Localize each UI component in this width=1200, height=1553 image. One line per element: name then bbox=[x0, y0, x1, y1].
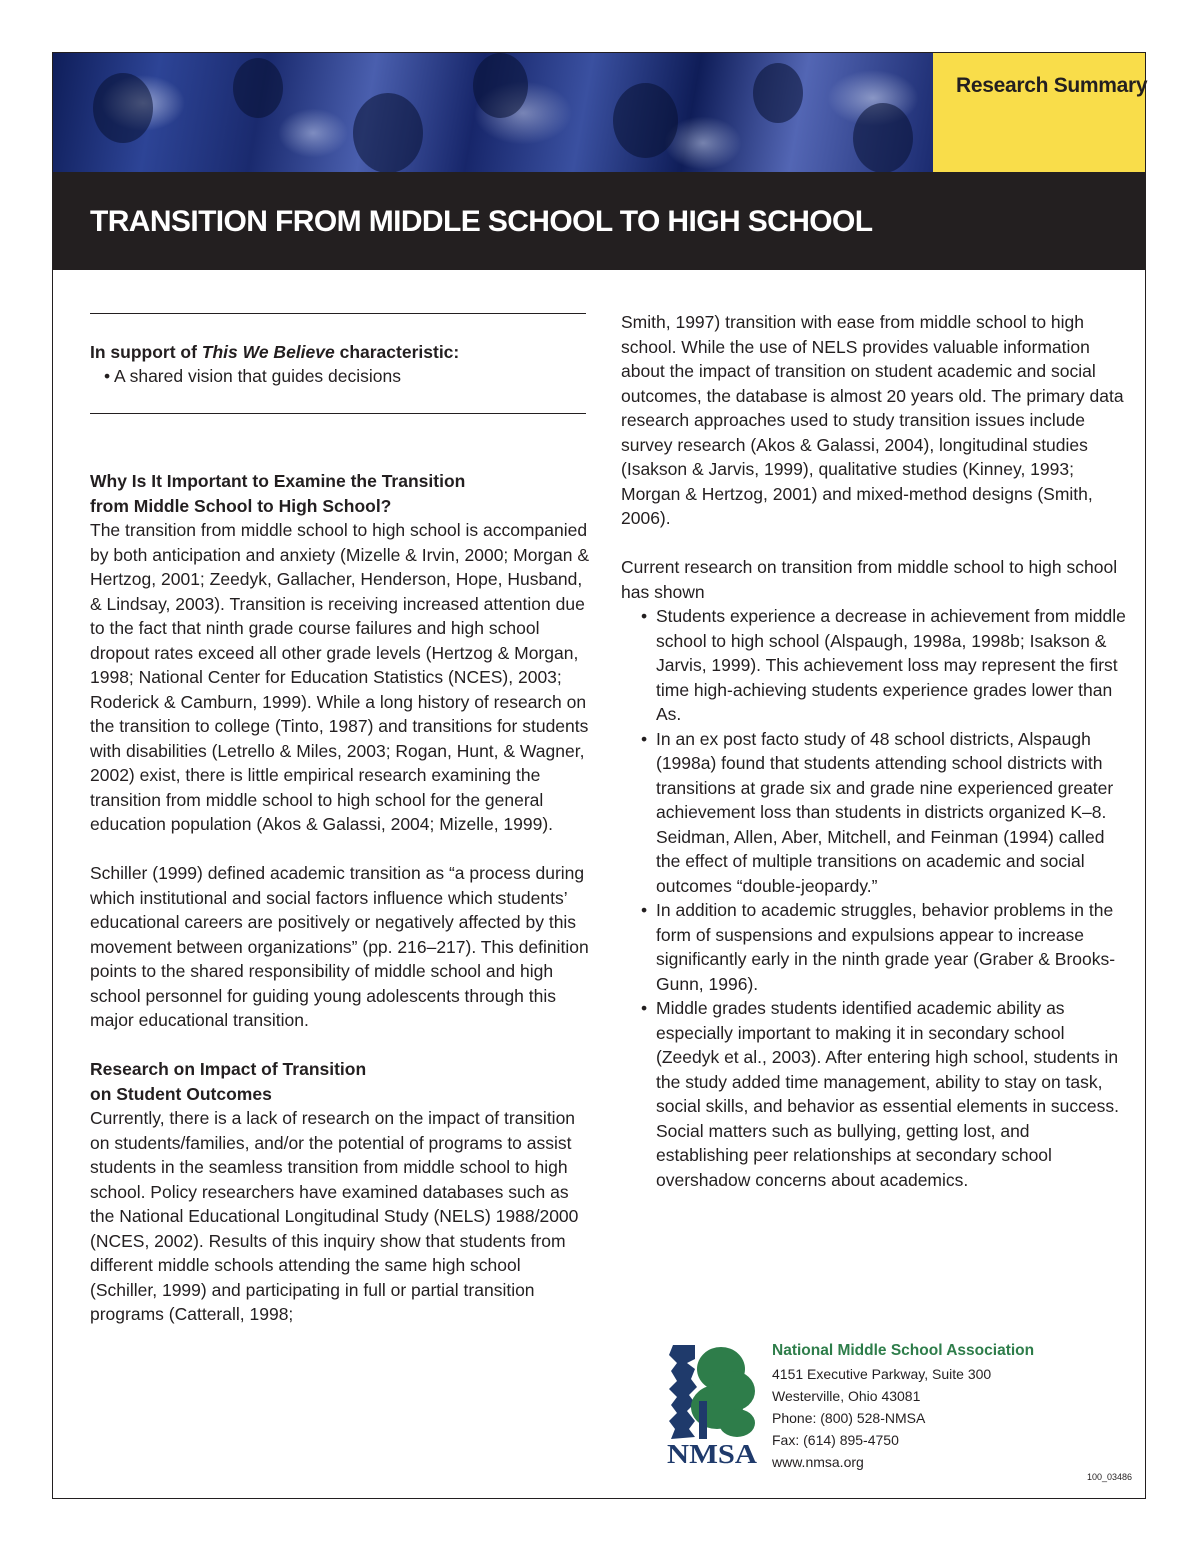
list-item: • In an ex post facto study of 48 school districts, Alspaugh (1998a) found that students attending school districts with transitions at grade six and grade nine experienced greater achievement loss than students in districts organized K–8. Seidman, Allen, Aber, Mitchell, and Feinman (1994) called the effect of multiple transitions on academic and social outcomes “double-jeopardy.” bbox=[621, 727, 1126, 899]
org-fax: Fax: (614) 895-4750 bbox=[772, 1432, 899, 1448]
header-photo bbox=[53, 53, 933, 172]
document-code: 100_03486 bbox=[1087, 1472, 1133, 1482]
org-address-line-2: Westerville, Ohio 43081 bbox=[772, 1388, 921, 1404]
paragraph-schiller: Schiller (1999) defined academic transition as “a process during which institutional and social factors influence which students’ educational careers are positively or negatively affected by this movement between organizations” (pp. 216–217). This definition points to the shared responsibility of middle school and high school personnel for guiding young adolescents through this major educational transition. bbox=[90, 863, 589, 1030]
research-summary-badge bbox=[933, 53, 1148, 172]
org-phone: Phone: (800) 528-NMSA bbox=[772, 1410, 926, 1426]
org-website[interactable]: www.nmsa.org bbox=[772, 1454, 864, 1470]
org-name: National Middle School Association bbox=[772, 1342, 1035, 1359]
nmsa-tree-logo bbox=[665, 1341, 761, 1467]
support-bullet: • A shared vision that guides decisions bbox=[104, 366, 402, 386]
right-column bbox=[621, 310, 1126, 1192]
svg-text:NMSA: NMSA bbox=[667, 1439, 758, 1467]
page-title: TRANSITION FROM MIDDLE SCHOOL TO HIGH SCHOOL bbox=[90, 205, 873, 238]
paragraph-why: The transition from middle school to high school is accompanied by both anticipation and anxiety (Mizelle & Irvin, 2000; Morgan & Hertzog, 2001; Zeedyk, Gallacher, Henderson, Hope, Husband, & Lindsay, 2003). Transition is receiving increased attention due to the fact that ninth grade course failures and high school dropout rates exceed all other grade levels (Hertzog & Morgan, 1998; National Center for Education Statistics (NCES), 2003; Roderick & Camburn, 1999). While a long history of research on the transition to college (Tinto, 1987) and transitions for students with disabilities (Letrello & Miles, 2003; Rogan, Hunt, & Wagner, 2002) exist, there is little empirical research examining the transition from middle school to high school for the general education population (Akos & Galassi, 2004; Mizelle, 1999). bbox=[90, 520, 590, 834]
left-column bbox=[90, 469, 590, 1327]
support-heading: In support of This We Believe characteristic: bbox=[90, 342, 460, 362]
section-heading-impact: Research on Impact of Transition on Student Outcomes bbox=[90, 1059, 367, 1104]
list-item: • In addition to academic struggles, behavior problems in the form of suspensions and expulsions appear to increase significantly early in the ninth grade year (Graber & Brooks-Gunn, 1996). bbox=[621, 898, 1126, 996]
research-summary-label: Research Summary bbox=[956, 74, 1148, 97]
paragraph-impact: Currently, there is a lack of research on the impact of transition on students/families, and/or the potential of programs to assist students in the seamless transition from middle school to high school. Policy researchers have examined databases such as the National Educational Longitudinal Study (NELS) 1988/2000 (NCES, 2002). Results of this inquiry show that students from different middle schools attending the same high school (Schiller, 1999) and participating in full or partial transition programs (Catterall, 1998; bbox=[90, 1108, 579, 1324]
org-address-line-1: 4151 Executive Parkway, Suite 300 bbox=[772, 1366, 992, 1382]
paragraph-current-research: Current research on transition from middle school to high school has shown bbox=[621, 557, 1118, 602]
list-item: • Students experience a decrease in achievement from middle school to high school (Alspaugh, 1998a, 1998b; Isakson & Jarvis, 1999). This achievement loss may represent the first time high-achieving students experience grades lower than As. bbox=[621, 604, 1126, 727]
divider-bottom bbox=[90, 413, 586, 414]
divider-top bbox=[90, 313, 586, 314]
paragraph-nels: Smith, 1997) transition with ease from middle school to high school. While the use of NELS provides valuable information about the impact of transition on student academic and social outcomes, the database is almost 20 years old. The primary data research approaches used to study transition issues include survey research (Akos & Galassi, 2004), longitudinal studies (Isakson & Jarvis, 1999), qualitative studies (Kinney, 1993; Morgan & Hertzog, 2001) and mixed-method designs (Smith, 2006). bbox=[621, 312, 1124, 528]
tree-trunk-shape bbox=[669, 1345, 697, 1439]
section-heading-why: Why Is It Important to Examine the Transition from Middle School to High School? bbox=[90, 471, 466, 516]
list-item: • Middle grades students identified academic ability as especially important to making it in secondary school (Zeedyk et al., 2003). After entering high school, students in the study added time management, ability to stay on task, social skills, and behavior as essential elements in success. Social matters such as bullying, getting lost, and establishing peer relationships at secondary school overshadow concerns about academics. bbox=[621, 996, 1126, 1192]
findings-list bbox=[621, 604, 1126, 1192]
